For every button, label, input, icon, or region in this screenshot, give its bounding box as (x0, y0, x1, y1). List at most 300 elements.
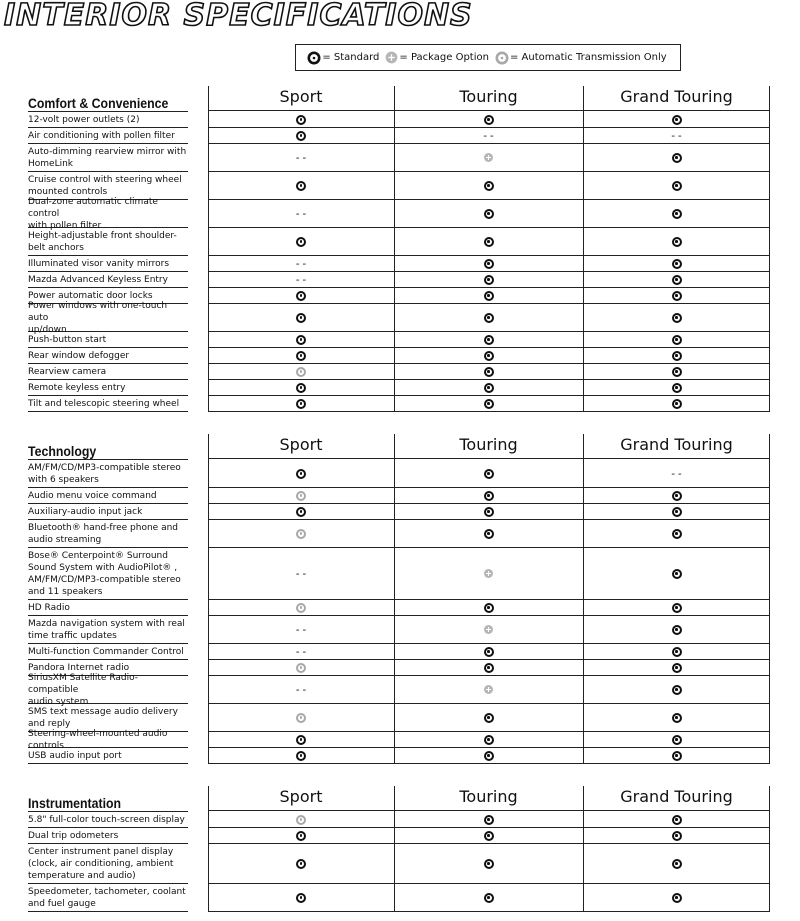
feature-label (28, 332, 188, 348)
column-divider (769, 272, 770, 288)
standard-circle-icon (296, 469, 306, 479)
standard-circle-icon (484, 399, 494, 409)
standard-circle-icon (308, 51, 321, 64)
standard-circle-icon (672, 291, 682, 301)
feature-label (28, 504, 188, 520)
feature-label-line: Bose® Centerpoint® Surround (28, 550, 168, 561)
column-divider (769, 732, 770, 748)
not-available-dash: -- (294, 257, 308, 270)
column-divider (394, 884, 395, 912)
table-row (28, 616, 770, 644)
availability-cell (583, 504, 770, 520)
availability-cell (394, 256, 583, 272)
package-plus-icon (484, 625, 493, 634)
table-row (28, 844, 770, 884)
column-divider (394, 600, 395, 616)
column-divider (208, 748, 209, 764)
column-divider (583, 380, 584, 396)
column-divider (208, 504, 209, 520)
column-divider (208, 676, 209, 704)
availability-cell (394, 732, 583, 748)
feature-label (28, 196, 188, 231)
column-divider (394, 228, 395, 256)
column-divider (769, 600, 770, 616)
feature-label-line: (clock, air conditioning, ambient (28, 858, 174, 869)
feature-label-line: Air conditioning with pollen filter (28, 130, 175, 141)
automatic-circle-icon (296, 529, 306, 539)
standard-circle-icon (484, 351, 494, 361)
column-divider (769, 660, 770, 676)
availability-cell (583, 616, 770, 644)
availability-cell (208, 460, 394, 488)
column-divider (394, 616, 395, 644)
feature-label-line: Auxiliary-audio input jack (28, 506, 143, 517)
column-divider (769, 200, 770, 228)
column-divider (583, 460, 584, 488)
column-header: Touring (394, 85, 583, 111)
automatic-circle-icon (296, 603, 306, 613)
automatic-circle-icon (296, 491, 306, 501)
column-divider (583, 828, 584, 844)
table-row (28, 812, 770, 828)
column-divider (394, 520, 395, 548)
column-divider (583, 520, 584, 548)
availability-cell (394, 332, 583, 348)
column-divider (583, 304, 584, 332)
column-divider (208, 256, 209, 272)
column-divider (583, 128, 584, 144)
feature-label (28, 380, 188, 396)
availability-cell (583, 348, 770, 364)
column-divider (208, 704, 209, 732)
table-row (28, 488, 770, 504)
feature-label (28, 228, 188, 256)
column-divider (394, 732, 395, 748)
table-row (28, 396, 770, 412)
column-divider (769, 128, 770, 144)
automatic-circle-icon (296, 815, 306, 825)
availability-cell (208, 256, 394, 272)
availability-cell (583, 488, 770, 504)
availability-cell (583, 460, 770, 488)
availability-cell (208, 272, 394, 288)
standard-circle-icon (484, 115, 494, 125)
availability-cell (394, 644, 583, 660)
standard-circle-icon (484, 275, 494, 285)
availability-cell (583, 812, 770, 828)
availability-cell (208, 380, 394, 396)
availability-cell (394, 228, 583, 256)
standard-circle-icon (672, 647, 682, 657)
availability-cell (208, 488, 394, 504)
standard-circle-icon (484, 469, 494, 479)
availability-cell (394, 520, 583, 548)
availability-cell (394, 128, 583, 144)
column-divider (769, 844, 770, 884)
column-header: Grand Touring (583, 785, 770, 811)
availability-cell (208, 884, 394, 912)
column-divider (769, 332, 770, 348)
feature-label-line: audio system (28, 696, 89, 707)
availability-cell (208, 660, 394, 676)
not-available-dash: -- (294, 683, 308, 696)
availability-cell (208, 200, 394, 228)
column-divider (583, 348, 584, 364)
not-available-dash: -- (294, 151, 308, 164)
feature-label-line: Remote keyless entry (28, 382, 126, 393)
availability-cell (208, 172, 394, 200)
feature-label (28, 548, 188, 600)
feature-label-line: Power automatic door locks (28, 290, 153, 301)
column-divider (583, 660, 584, 676)
column-divider (394, 128, 395, 144)
column-divider (208, 786, 209, 812)
column-divider (583, 704, 584, 732)
feature-label (28, 748, 188, 764)
column-divider (769, 112, 770, 128)
feature-label-line: HomeLink (28, 158, 74, 169)
standard-circle-icon (672, 859, 682, 869)
column-divider (583, 364, 584, 380)
standard-circle-icon (672, 625, 682, 635)
standard-circle-icon (484, 831, 494, 841)
feature-label-line: Steering-wheel-mounted audio controls (28, 728, 168, 751)
standard-circle-icon (484, 383, 494, 393)
column-divider (769, 828, 770, 844)
feature-label-line: Rear window defogger (28, 350, 130, 361)
table-row (28, 300, 770, 335)
column-divider (394, 144, 395, 172)
section-header (28, 786, 770, 812)
feature-label (28, 844, 188, 884)
column-divider (769, 348, 770, 364)
column-divider (394, 460, 395, 488)
column-divider (394, 288, 395, 304)
availability-cell (583, 228, 770, 256)
column-divider (208, 732, 209, 748)
package-plus-icon (484, 685, 493, 694)
availability-cell (208, 748, 394, 764)
feature-label-line: Height-adjustable front shoulder- (28, 230, 177, 241)
feature-label-line: with 6 speakers (28, 474, 99, 485)
column-divider (769, 488, 770, 504)
feature-label-line: time traffic updates (28, 630, 117, 641)
column-divider (394, 828, 395, 844)
column-divider (769, 548, 770, 600)
table-row (28, 380, 770, 396)
column-divider (769, 748, 770, 764)
feature-label-line: Auto-dimming rearview mirror with (28, 146, 187, 157)
availability-cell (583, 144, 770, 172)
availability-cell (394, 600, 583, 616)
automatic-circle-icon (296, 367, 306, 377)
standard-circle-icon (484, 529, 494, 539)
availability-cell (208, 128, 394, 144)
column-divider (769, 364, 770, 380)
column-divider (583, 844, 584, 884)
column-divider (769, 86, 770, 112)
availability-cell (583, 748, 770, 764)
column-divider (208, 616, 209, 644)
column-divider (394, 304, 395, 332)
availability-cell (394, 676, 583, 704)
column-header: Grand Touring (583, 433, 770, 459)
feature-label-line: mounted controls (28, 186, 108, 197)
section-title: Instrumentation (28, 795, 122, 811)
feature-label-line: SMS text message audio delivery (28, 706, 178, 717)
legend-auto-label: = Automatic Transmission Only (509, 52, 667, 63)
standard-circle-icon (672, 685, 682, 695)
feature-label (28, 364, 188, 380)
legend-package (387, 52, 489, 63)
standard-circle-icon (672, 275, 682, 285)
column-divider (394, 364, 395, 380)
column-divider (583, 504, 584, 520)
table-row (28, 600, 770, 616)
package-plus-icon (484, 569, 493, 578)
feature-label-line: Sound System with AudioPilot® , (28, 562, 178, 573)
standard-circle-icon (484, 209, 494, 219)
column-divider (394, 786, 395, 812)
section-title: Comfort & Convenience (28, 95, 169, 111)
section-header (28, 86, 770, 112)
column-divider (769, 644, 770, 660)
availability-cell (208, 396, 394, 412)
column-header: Sport (208, 785, 394, 811)
column-divider (769, 704, 770, 732)
availability-cell (394, 488, 583, 504)
availability-cell (583, 520, 770, 548)
column-header: Touring (394, 785, 583, 811)
availability-cell (394, 844, 583, 884)
column-divider (208, 380, 209, 396)
availability-cell (208, 704, 394, 732)
availability-cell (394, 616, 583, 644)
availability-cell (208, 732, 394, 748)
not-available-dash: -- (294, 645, 308, 658)
column-divider (583, 172, 584, 200)
standard-circle-icon (296, 131, 306, 141)
page-title: INTERIOR SPECIFICATIONS (4, 0, 473, 33)
standard-circle-icon (672, 491, 682, 501)
availability-cell (583, 396, 770, 412)
standard-circle-icon (672, 663, 682, 673)
column-divider (208, 86, 209, 112)
column-divider (394, 660, 395, 676)
column-divider (769, 172, 770, 200)
availability-cell (583, 732, 770, 748)
column-divider (769, 786, 770, 812)
availability-cell (208, 288, 394, 304)
feature-label-line: Mazda navigation system with real (28, 618, 185, 629)
standard-circle-icon (672, 237, 682, 247)
column-divider (394, 644, 395, 660)
table-row (28, 504, 770, 520)
feature-label-line: Cruise control with steering wheel (28, 174, 182, 185)
feature-label-line: USB audio input port (28, 750, 122, 761)
column-divider (394, 548, 395, 600)
feature-label-line: Dual trip odometers (28, 830, 119, 841)
feature-label (28, 884, 188, 912)
not-available-dash: -- (669, 129, 684, 142)
column-divider (583, 228, 584, 256)
standard-circle-icon (484, 259, 494, 269)
column-divider (208, 228, 209, 256)
feature-label (28, 728, 188, 751)
standard-circle-icon (296, 313, 306, 323)
standard-circle-icon (672, 259, 682, 269)
table-row (28, 332, 770, 348)
column-divider (769, 616, 770, 644)
column-divider (769, 884, 770, 912)
column-divider (769, 676, 770, 704)
standard-circle-icon (672, 153, 682, 163)
availability-cell (208, 548, 394, 600)
column-divider (769, 144, 770, 172)
legend-standard (309, 52, 379, 63)
column-divider (769, 520, 770, 548)
feature-label (28, 828, 188, 844)
not-available-dash: -- (294, 567, 308, 580)
table-row (28, 364, 770, 380)
feature-label-line: with pollen filter (28, 220, 102, 231)
package-plus-icon (386, 52, 398, 64)
feature-label-line: Center instrument panel display (28, 846, 174, 857)
availability-cell (583, 128, 770, 144)
availability-cell (394, 288, 583, 304)
availability-cell (394, 272, 583, 288)
availability-cell (394, 304, 583, 332)
availability-cell (394, 200, 583, 228)
feature-label-line: belt anchors (28, 242, 84, 253)
standard-circle-icon (672, 603, 682, 613)
feature-label-line: 12-volt power outlets (2) (28, 114, 140, 125)
column-divider (583, 600, 584, 616)
table-row (28, 672, 770, 707)
feature-label (28, 600, 188, 616)
standard-circle-icon (484, 603, 494, 613)
spec-section (28, 434, 770, 764)
not-available-dash: -- (294, 273, 308, 286)
not-available-dash: -- (294, 623, 308, 636)
column-divider (208, 144, 209, 172)
availability-cell (394, 660, 583, 676)
standard-circle-icon (672, 529, 682, 539)
column-divider (394, 748, 395, 764)
table-row (28, 128, 770, 144)
feature-label (28, 300, 188, 335)
availability-cell (208, 644, 394, 660)
standard-circle-icon (672, 735, 682, 745)
column-divider (769, 304, 770, 332)
column-divider (208, 520, 209, 548)
availability-cell (208, 828, 394, 844)
feature-label-line: Power windows with one-touch auto (28, 300, 168, 323)
column-divider (583, 272, 584, 288)
automatic-circle-icon (495, 51, 508, 64)
availability-cell (583, 660, 770, 676)
column-divider (583, 144, 584, 172)
standard-circle-icon (296, 751, 306, 761)
standard-circle-icon (296, 181, 306, 191)
column-divider (394, 332, 395, 348)
column-divider (583, 884, 584, 912)
column-divider (208, 332, 209, 348)
column-divider (208, 304, 209, 332)
feature-label (28, 144, 188, 172)
column-divider (394, 200, 395, 228)
standard-circle-icon (484, 647, 494, 657)
column-divider (208, 128, 209, 144)
column-divider (583, 616, 584, 644)
standard-circle-icon (484, 859, 494, 869)
column-divider (208, 272, 209, 288)
standard-circle-icon (296, 115, 306, 125)
column-divider (583, 434, 584, 460)
feature-label-line: up/down (28, 324, 67, 335)
availability-cell (208, 600, 394, 616)
section-header (28, 434, 770, 460)
column-divider (583, 676, 584, 704)
standard-circle-icon (484, 491, 494, 501)
feature-label-line: Tilt and telescopic steering wheel (28, 398, 180, 409)
column-header: Grand Touring (583, 85, 770, 111)
not-available-dash: -- (294, 207, 308, 220)
column-divider (394, 434, 395, 460)
availability-cell (583, 112, 770, 128)
column-divider (208, 884, 209, 912)
column-divider (769, 460, 770, 488)
column-divider (583, 548, 584, 600)
column-divider (394, 396, 395, 412)
feature-label (28, 128, 188, 144)
feature-label-line: and 11 speakers (28, 586, 103, 597)
standard-circle-icon (672, 351, 682, 361)
standard-circle-icon (672, 335, 682, 345)
column-divider (583, 786, 584, 812)
standard-circle-icon (672, 893, 682, 903)
column-divider (208, 288, 209, 304)
table-row (28, 196, 770, 231)
table-row (28, 748, 770, 764)
table-row (28, 112, 770, 128)
feature-label-line: audio streaming (28, 534, 102, 545)
availability-cell (583, 704, 770, 732)
column-divider (769, 288, 770, 304)
standard-circle-icon (296, 335, 306, 345)
column-divider (208, 828, 209, 844)
availability-cell (583, 884, 770, 912)
legend-package-label: = Package Option (399, 52, 489, 63)
column-divider (583, 396, 584, 412)
standard-circle-icon (672, 507, 682, 517)
feature-label (28, 460, 188, 488)
column-header: Sport (208, 85, 394, 111)
feature-label-line: AM/FM/CD/MP3-compatible stereo (28, 574, 181, 585)
availability-cell (208, 812, 394, 828)
availability-cell (583, 548, 770, 600)
availability-cell (208, 844, 394, 884)
availability-cell (394, 172, 583, 200)
column-divider (208, 488, 209, 504)
column-divider (394, 256, 395, 272)
standard-circle-icon (672, 815, 682, 825)
column-divider (208, 660, 209, 676)
feature-label-line: 5.8" full-color touch-screen display (28, 814, 185, 825)
legend-standard-label: = Standard (322, 52, 380, 63)
column-divider (583, 86, 584, 112)
table-row (28, 644, 770, 660)
